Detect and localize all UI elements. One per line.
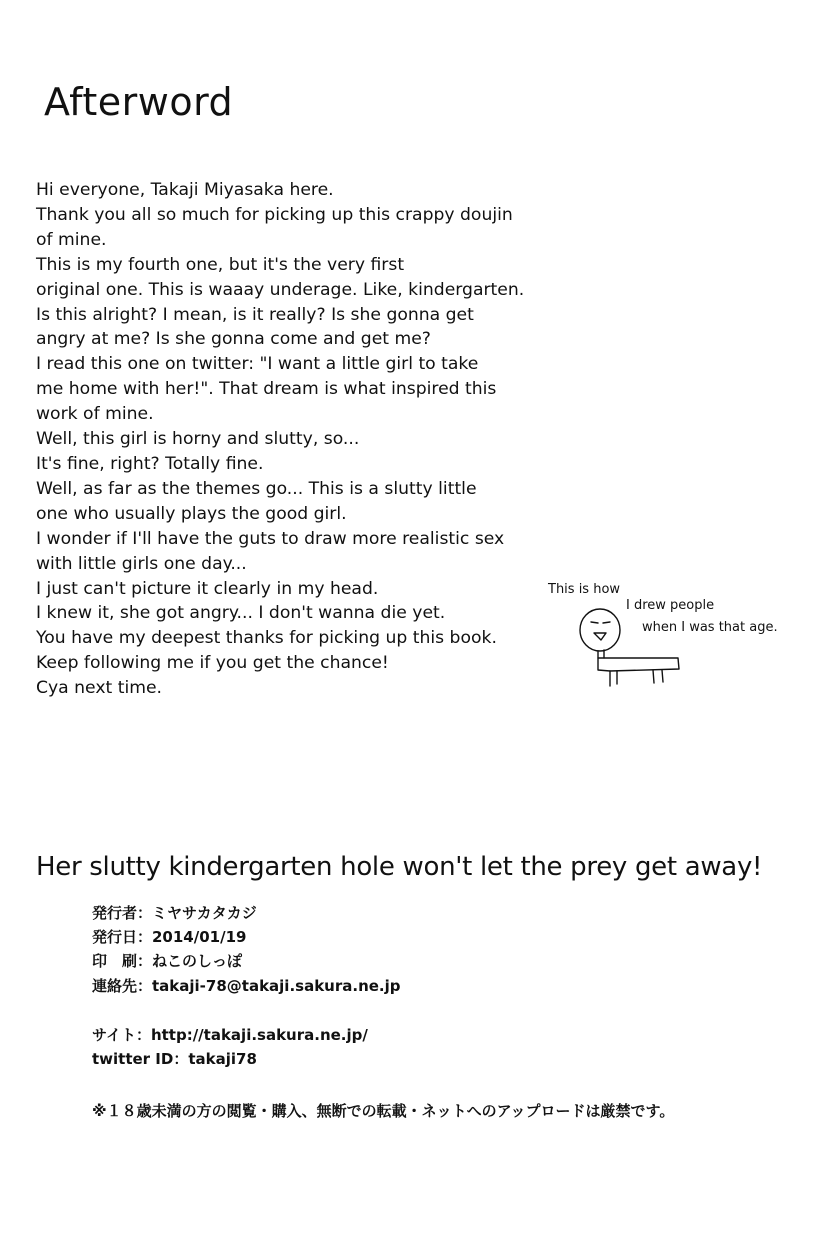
body-line: Hi everyone, Takaji Miyasaka here. — [36, 180, 334, 200]
colophon-publisher: 発行者：ミヤサカタカジ — [92, 904, 257, 922]
body-line: Cya next time. — [36, 678, 163, 699]
body-line: Well, as far as the themes go... This is a slutty little — [36, 478, 477, 499]
sketch-caption-line-1: This is how — [548, 582, 621, 597]
stick-figure-sketch — [570, 600, 690, 695]
body-line: It's fine, right? Totally fine. — [36, 453, 264, 474]
sketch-caption-line-3: when I was that age. — [642, 620, 778, 635]
body-line: of mine. — [36, 229, 107, 250]
afterword-body — [36, 178, 596, 701]
colophon-site: サイト：http://takaji.sakura.ne.jp/ — [92, 1026, 368, 1044]
body-line: angry at me? Is she gonna come and get me? — [36, 329, 431, 350]
body-line: original one. This is waaay underage. Like, kindergarten. — [36, 279, 525, 300]
colophon-printer: 印 刷：ねこのしっぽ — [92, 952, 243, 970]
body-line: me home with her!". That dream is what inspired this — [36, 379, 497, 400]
body-line: with little girls one day... — [36, 553, 247, 574]
afterword-title: Afterword — [44, 80, 234, 124]
body-line: Is this alright? I mean, is it really? Is she gonna get — [36, 304, 474, 325]
colophon-notice: ※１８歳未満の方の閲覧・購入、無断での転載・ネットへのアップロードは厳禁です。 — [92, 1102, 675, 1120]
colophon-twitter: twitter ID：takaji78 — [92, 1050, 257, 1068]
body-line: I knew it, she got angry... I don't wanna die yet. — [36, 603, 446, 624]
body-line: Keep following me if you get the chance! — [36, 653, 389, 674]
body-line: I just can't picture it clearly in my head. — [36, 578, 379, 599]
body-line: I read this one on twitter: "I want a little girl to take — [36, 354, 479, 375]
body-line: one who usually plays the good girl. — [36, 503, 347, 524]
body-line: work of mine. — [36, 404, 154, 425]
colophon-contact: 連絡先：takaji-78@takaji.sakura.ne.jp — [92, 977, 401, 995]
body-line: You have my deepest thanks for picking up this book. — [36, 628, 497, 649]
body-line: This is my fourth one, but it's the very first — [36, 254, 405, 275]
body-line: Thank you all so much for picking up this crappy doujin — [36, 204, 513, 225]
colophon-date: 発行日：2014/01/19 — [92, 928, 247, 946]
book-title: Her slutty kindergarten hole won't let the prey get away! — [36, 852, 763, 882]
body-line: Well, this girl is horny and slutty, so... — [36, 429, 360, 450]
body-line: I wonder if I'll have the guts to draw more realistic sex — [36, 528, 505, 549]
sketch-caption-line-2: I drew people — [626, 598, 715, 613]
